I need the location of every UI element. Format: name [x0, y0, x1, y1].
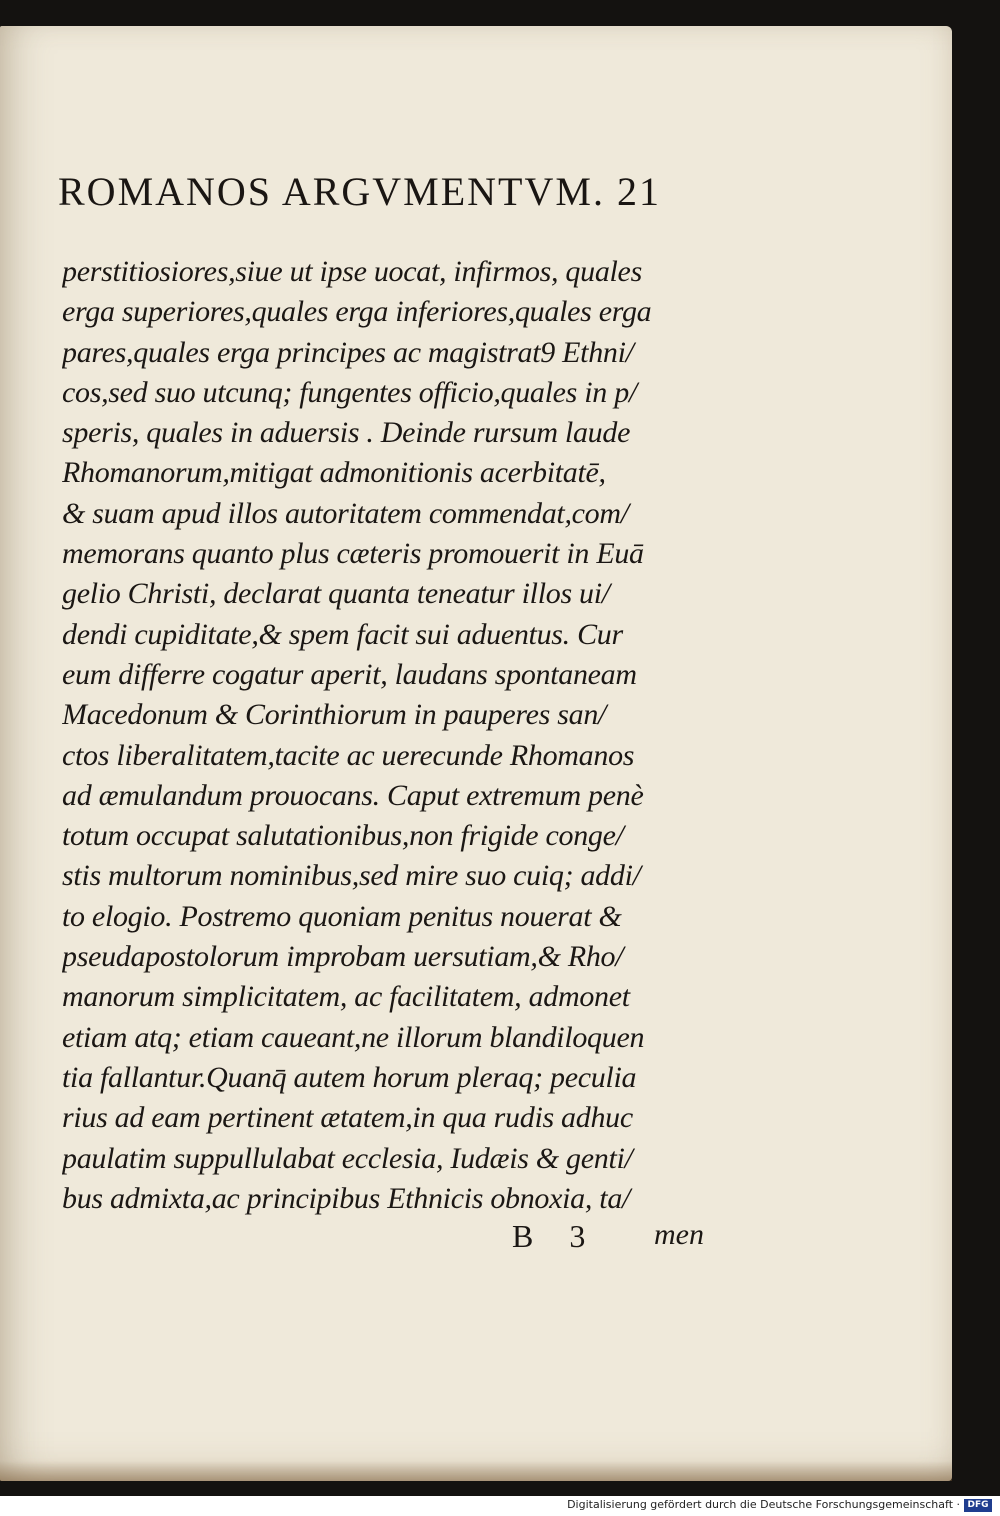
- text-line: pares,quales erga principes ac magistrat9 Ethni/: [62, 335, 634, 369]
- book-page: [0, 26, 952, 1481]
- text-line: cos,sed suo utcunq; fungentes officio,quales in p/: [62, 375, 637, 409]
- text-line: memorans quanto plus cæteris promouerit in Euā: [62, 537, 644, 571]
- running-head: ROMANOS ARGVMENTVM. 21: [58, 169, 661, 214]
- text-line: tia fallantur.Quanq̄ autem horum pleraq; peculia: [62, 1060, 637, 1094]
- body-text: [62, 252, 722, 1219]
- text-line: to elogio. Postremo quoniam penitus nouerat &: [62, 899, 622, 933]
- text-line: erga superiores,quales erga inferiores,quales erga: [62, 295, 652, 329]
- page-foot: [0, 1218, 952, 1268]
- text-line: etiam atq; etiam caueant,ne illorum blandiloquen: [62, 1020, 645, 1054]
- text-line: eum differre cogatur aperit, laudans spontaneam: [62, 657, 637, 691]
- text-line: rius ad eam pertinent ætatem,in qua rudis adhuc: [62, 1101, 633, 1135]
- signature-mark: B 3: [512, 1218, 600, 1254]
- catchword: men: [654, 1218, 704, 1251]
- dfg-logo-icon: DFG: [964, 1499, 992, 1512]
- text-line: gelio Christi, declarat quanta teneatur illos ui/: [62, 577, 610, 611]
- text-line: speris, quales in aduersis . Deinde rursum laude: [62, 416, 631, 450]
- text-line: Rhomanorum,mitigat admonitionis acerbitatē,: [62, 456, 606, 490]
- text-line: manorum simplicitatem, ac facilitatem, admonet: [62, 980, 630, 1014]
- funding-credit: Digitalisierung gefördert durch die Deutsche Forschungsgemeinschaft ·: [567, 1498, 960, 1511]
- text-line: bus admixta,ac principibus Ethnicis obnoxia, ta/: [62, 1181, 631, 1215]
- text-line: dendi cupiditate,& spem facit sui aduentus. Cur: [62, 617, 623, 651]
- text-line: totum occupat salutationibus,non frigide conge/: [62, 819, 624, 853]
- text-line: pseudapostolorum improbam uersutiam,& Rho/: [62, 940, 624, 974]
- digitization-footer: [0, 1496, 1000, 1516]
- text-line: Macedonum & Corinthiorum in pauperes san/: [62, 698, 607, 732]
- text-line: paulatim suppullulabat ecclesia, Iudæis & genti/: [62, 1141, 633, 1175]
- page-bottom-edge: [0, 1461, 952, 1481]
- text-line: ad æmulandum prouocans. Caput extremum penè: [62, 778, 644, 812]
- text-line: ctos liberalitatem,tacite ac uerecunde Rhomanos: [62, 738, 635, 772]
- text-line: & suam apud illos autoritatem commendat,com/: [62, 496, 629, 530]
- text-line: perstitiosiores,siue ut ipse uocat, infirmos, quales: [62, 255, 642, 288]
- text-line: stis multorum nominibus,sed mire suo cuiq; addi/: [62, 859, 641, 893]
